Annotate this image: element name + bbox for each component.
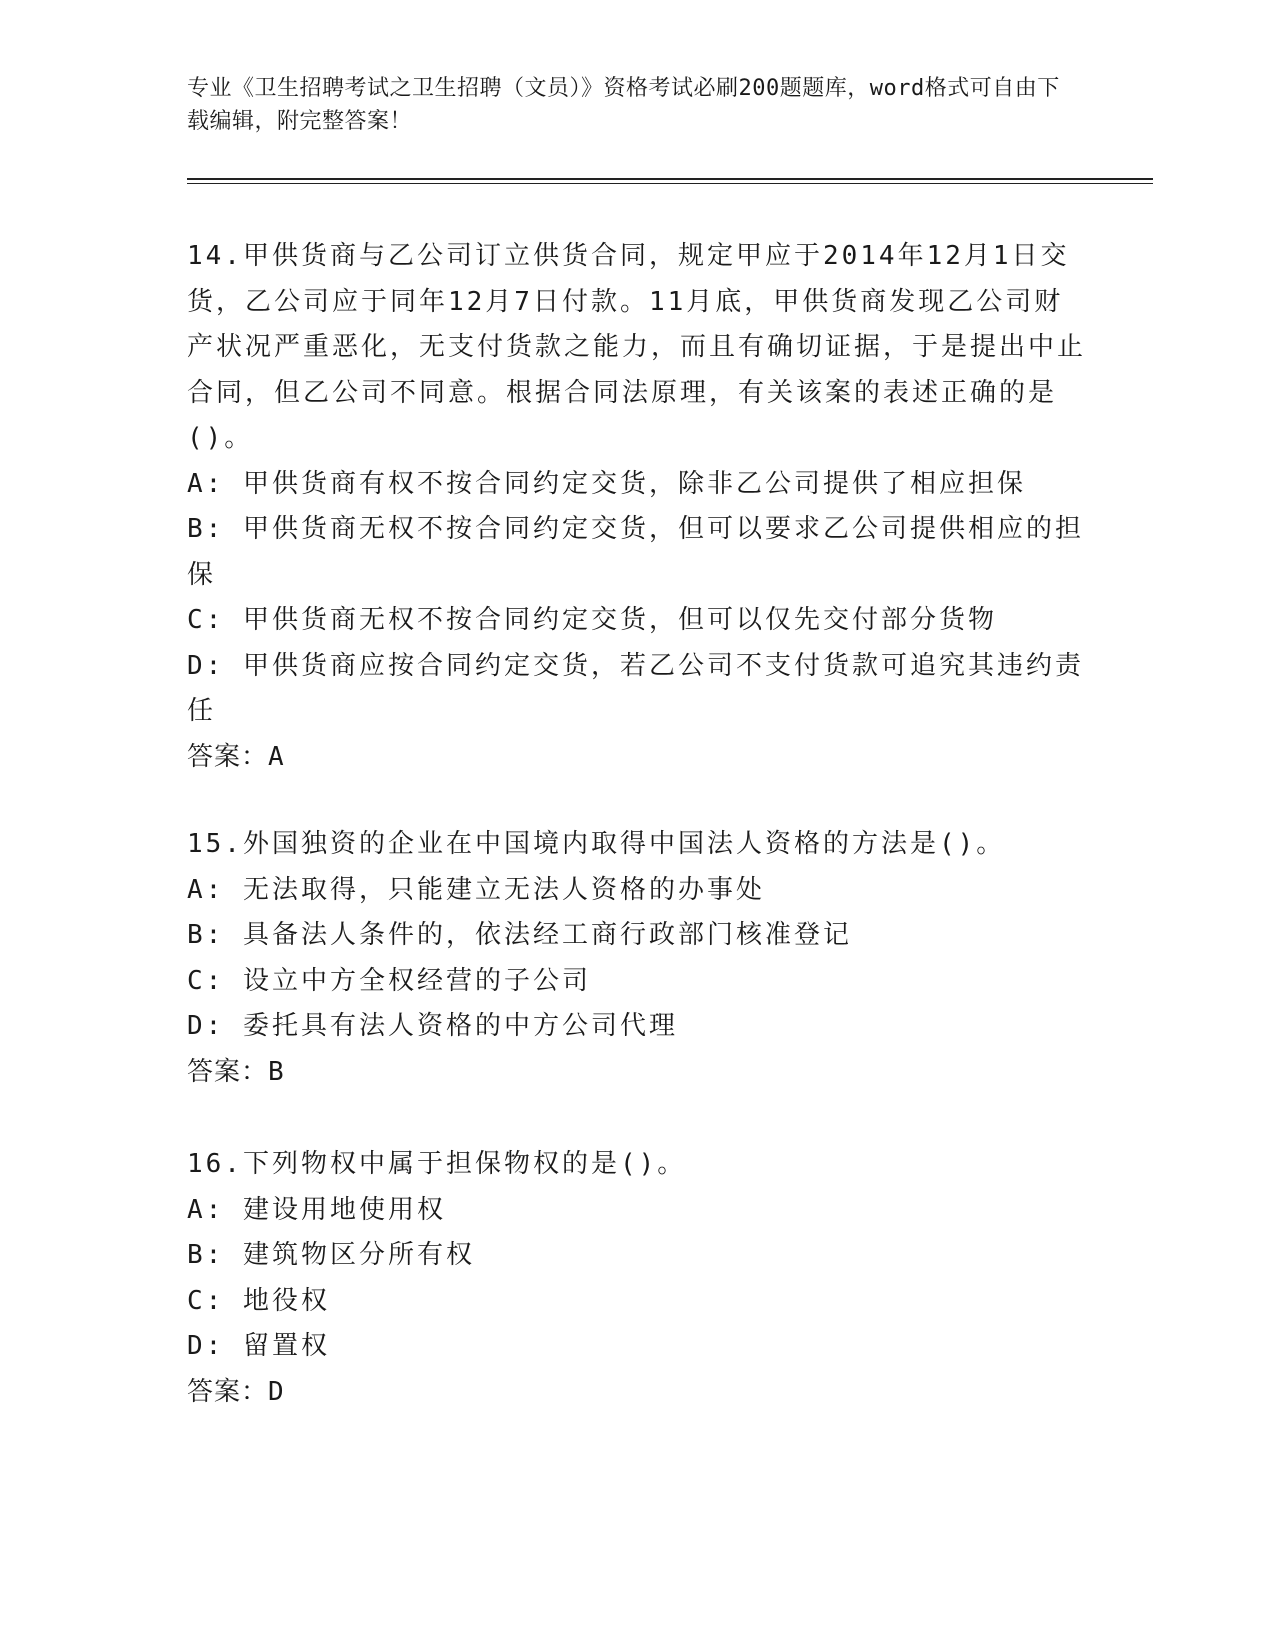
page-header: 专业《卫生招聘考试之卫生招聘（文员）》资格考试必刷200题题库，word格式可自由下载编辑，附完整答案！ bbox=[187, 76, 1060, 134]
answer-line bbox=[187, 1050, 1087, 1096]
question-block bbox=[187, 822, 1087, 1095]
answer-line bbox=[187, 1370, 1087, 1416]
option-key: B: bbox=[187, 1240, 225, 1270]
option-d bbox=[187, 1004, 1087, 1050]
question-stem: 14.甲供货商与乙公司订立供货合同，规定甲应于2014年12月1日交货，乙公司应于同年12月7日付款。11月底，甲供货商发现乙公司财产状况严重恶化，无支付货款之能力，而且有确切证据，于是提出中止合同，但乙公司不同意。根据合同法原理，有关该案的表述正确的是()。 bbox=[187, 241, 1087, 453]
answer-value: D bbox=[268, 1376, 285, 1407]
option-b bbox=[187, 913, 1087, 959]
option-c bbox=[187, 959, 1087, 1005]
option-c bbox=[187, 1279, 1087, 1325]
option-d bbox=[187, 644, 1087, 735]
option-text: 具备法人条件的，依法经工商行政部门核准登记 bbox=[242, 920, 852, 950]
option-a bbox=[187, 1188, 1087, 1234]
option-text: 地役权 bbox=[242, 1285, 330, 1316]
option-text: 无法取得，只能建立无法人资格的办事处 bbox=[242, 874, 765, 905]
option-text: 甲供货商无权不按合同约定交货，但可以仅先交付部分货物 bbox=[242, 605, 997, 635]
option-key: C: bbox=[187, 1285, 225, 1316]
answer-label: 答案： bbox=[187, 1376, 269, 1407]
option-key: D: bbox=[187, 1011, 225, 1041]
option-key: A: bbox=[187, 874, 225, 905]
answer-label: 答案： bbox=[187, 1056, 269, 1087]
option-b bbox=[187, 507, 1087, 598]
option-text: 甲供货商有权不按合同约定交货，除非乙公司提供了相应担保 bbox=[242, 468, 1026, 499]
answer-line bbox=[187, 735, 1087, 781]
header-divider-thick bbox=[187, 178, 1153, 180]
option-c bbox=[187, 598, 1087, 644]
option-key: C: bbox=[187, 605, 225, 635]
option-d bbox=[187, 1324, 1087, 1370]
question-stem: 15.外国独资的企业在中国境内取得中国法人资格的方法是()。 bbox=[187, 829, 1006, 859]
answer-value: A bbox=[268, 741, 285, 772]
header-divider-thin bbox=[187, 183, 1153, 184]
question-stem: 16.下列物权中属于担保物权的是()。 bbox=[187, 1149, 687, 1179]
option-text: 建设用地使用权 bbox=[242, 1194, 446, 1225]
question-block bbox=[187, 234, 1087, 780]
option-a bbox=[187, 462, 1087, 508]
option-a bbox=[187, 868, 1087, 914]
option-text: 甲供货商无权不按合同约定交货，但可以要求乙公司提供相应的担保 bbox=[187, 514, 1084, 590]
question-block bbox=[187, 1142, 1087, 1415]
option-key: B: bbox=[187, 514, 225, 544]
option-text: 留置权 bbox=[242, 1331, 330, 1361]
option-text: 甲供货商应按合同约定交货，若乙公司不支付货款可追究其违约责任 bbox=[187, 650, 1084, 726]
option-key: B: bbox=[187, 920, 225, 950]
option-text: 建筑物区分所有权 bbox=[242, 1240, 475, 1270]
answer-label: 答案： bbox=[187, 741, 269, 772]
option-b bbox=[187, 1233, 1087, 1279]
option-text: 设立中方全权经营的子公司 bbox=[242, 965, 591, 996]
option-key: D: bbox=[187, 650, 225, 681]
option-text: 委托具有法人资格的中方公司代理 bbox=[242, 1011, 678, 1041]
option-key: A: bbox=[187, 468, 225, 499]
option-key: C: bbox=[187, 965, 225, 996]
answer-value: B bbox=[268, 1056, 285, 1087]
option-key: D: bbox=[187, 1331, 225, 1361]
option-key: A: bbox=[187, 1194, 225, 1225]
